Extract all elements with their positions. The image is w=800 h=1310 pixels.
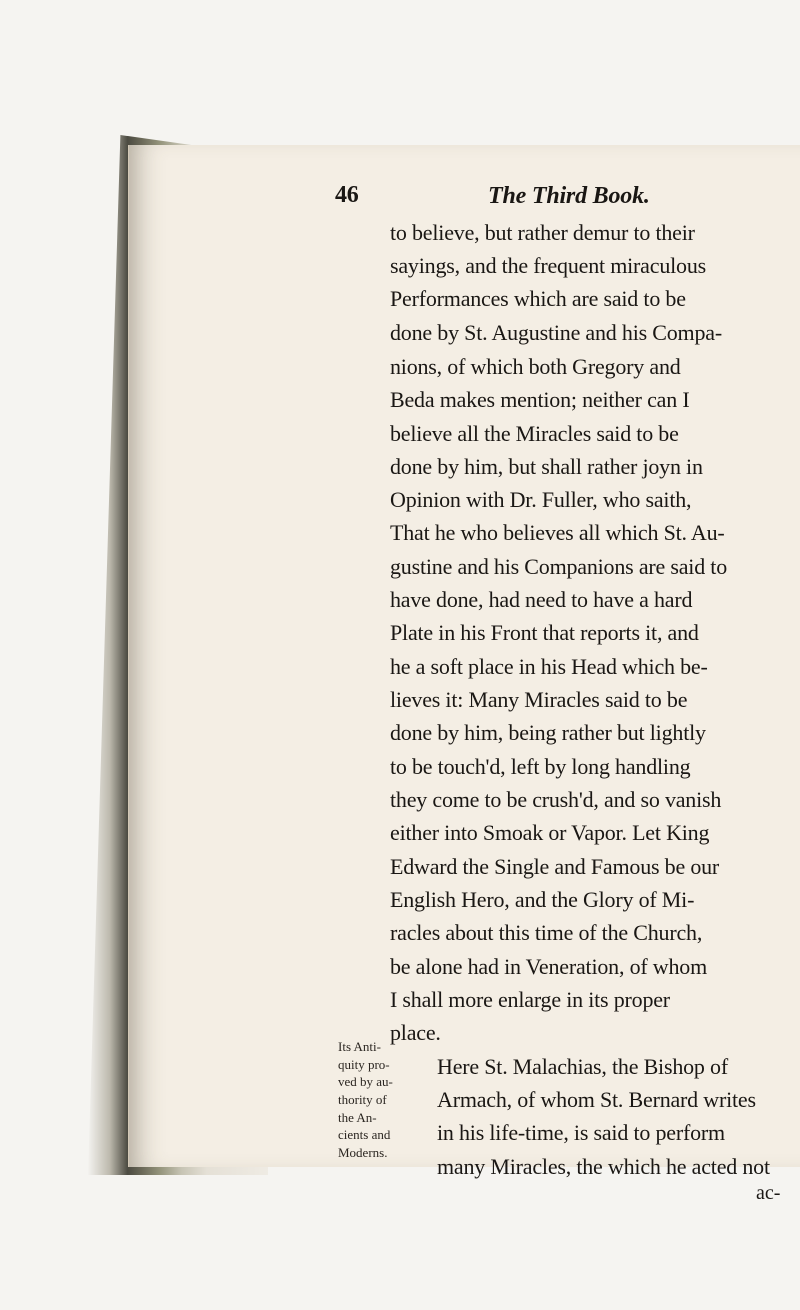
body-line: Edward the Single and Famous be our xyxy=(390,854,720,879)
body-line: That he who believes all which St. Au- xyxy=(390,520,725,545)
body-line: many Miracles, the which he acted not xyxy=(437,1154,770,1179)
body-line: done by St. Augustine and his Compa- xyxy=(390,320,722,345)
side-note-line: quity pro- xyxy=(338,1057,390,1072)
side-note-line: the An- xyxy=(338,1110,377,1125)
page-number: 46 xyxy=(335,182,359,208)
side-note-line: thority of xyxy=(338,1092,387,1107)
side-note-line: cients and xyxy=(338,1127,391,1142)
body-line: Beda makes mention; neither can I xyxy=(390,387,690,412)
body-line: to be touch'd, left by long handling xyxy=(390,754,691,779)
body-line: have done, had need to have a hard xyxy=(390,587,693,612)
body-line: be alone had in Veneration, of whom xyxy=(390,954,708,979)
body-line: sayings, and the frequent miraculous xyxy=(390,253,706,278)
body-line: place. xyxy=(390,1020,441,1045)
side-note-line: ved by au- xyxy=(338,1074,393,1089)
body-line: done by him, being rather but lightly xyxy=(390,720,706,745)
body-line: racles about this time of the Church, xyxy=(390,920,703,945)
body-line: nions, of which both Gregory and xyxy=(390,354,681,379)
side-note-line: Its Anti- xyxy=(338,1039,381,1054)
body-line: they come to be crush'd, and so vanish xyxy=(390,787,722,812)
body-line: I shall more enlarge in its proper xyxy=(390,987,670,1012)
body-line: done by him, but shall rather joyn in xyxy=(390,454,703,479)
body-line: to believe, but rather demur to their xyxy=(390,220,695,245)
body-line: Opinion with Dr. Fuller, who saith, xyxy=(390,487,692,512)
body-line: Armach, of whom St. Bernard writes xyxy=(437,1087,756,1112)
body-line: gustine and his Companions are said to xyxy=(390,554,728,579)
side-note-line: Moderns. xyxy=(338,1145,388,1160)
body-line: Here St. Malachias, the Bishop of xyxy=(437,1054,728,1079)
body-line: English Hero, and the Glory of Mi- xyxy=(390,887,695,912)
running-title: The Third Book. xyxy=(488,183,650,209)
body-line: lieves it: Many Miracles said to be xyxy=(390,687,688,712)
catchword: ac- xyxy=(756,1182,781,1204)
body-line: Performances which are said to be xyxy=(390,286,686,311)
body-line: in his life-time, is said to perform xyxy=(437,1120,725,1145)
body-line: Plate in his Front that reports it, and xyxy=(390,620,699,645)
body-line: either into Smoak or Vapor. Let King xyxy=(390,820,710,845)
body-line: he a soft place in his Head which be- xyxy=(390,654,708,679)
body-line: believe all the Miracles said to be xyxy=(390,421,679,446)
